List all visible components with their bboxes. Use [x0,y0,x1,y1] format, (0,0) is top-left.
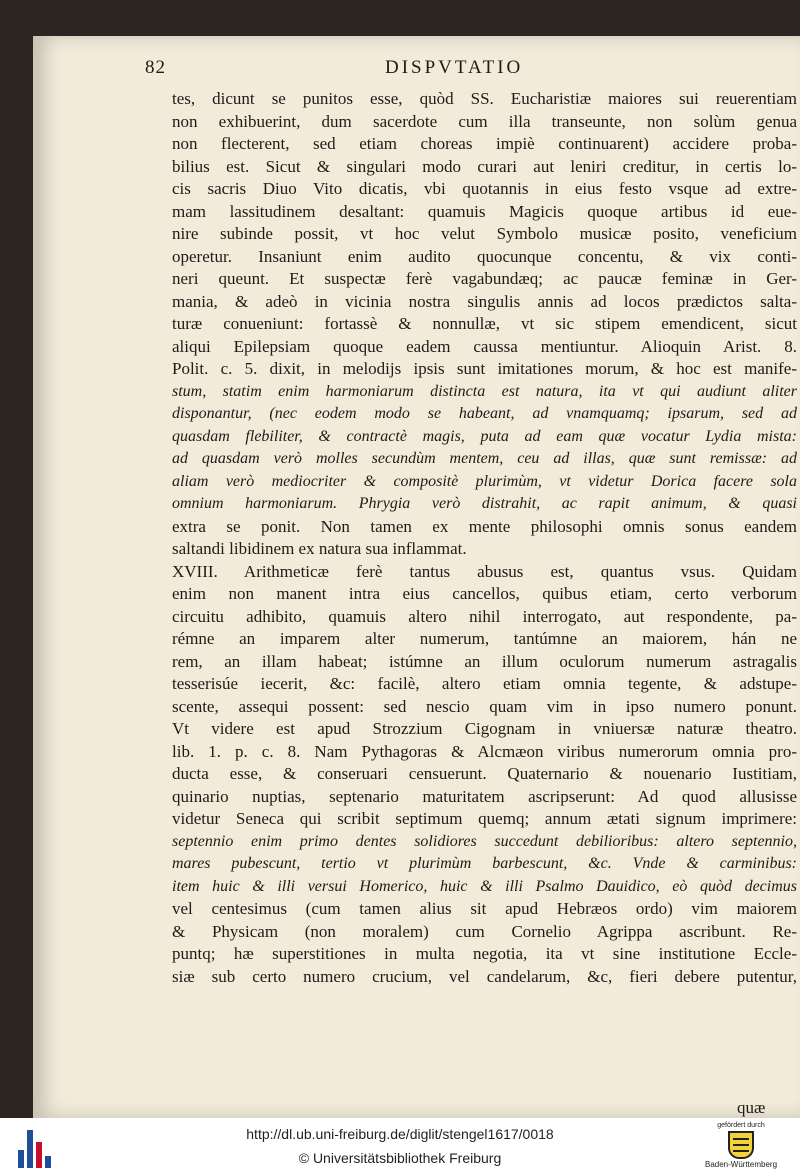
text-line: extra se ponit. Non tamen ex mente philosophi omnis sonus eandem [172,516,797,536]
text-line: neri queunt. Et suspectæ ferè vagabundæq; ac paucæ feminæ in Ger- [172,269,797,288]
sponsor-caption: gefördert durch [717,1122,765,1129]
text-line: lib. 1. p. c. 8. Nam Pythagoras & Alcmæon viribus numerorum omnia pro- [172,741,797,761]
text-line: & Physicam (non moralem) cum Cornelio Agrippa ascribunt. Re- [172,921,797,941]
permalink-url[interactable]: http://dl.ub.uni-freiburg.de/diglit/stengel1617/0018 [246,1126,554,1142]
page-number: 82 [145,57,166,78]
text-line: mam lassitudinem desaltant: quamuis Magicis quoque artibus id eue- [172,201,797,221]
catchword: quæ [737,1098,766,1117]
sponsor-badge [696,1122,786,1174]
text-line: quasdam flebiliter, & contractè magis, puta ad eam quæ vocatur Lydia mista: [172,427,797,445]
text-line: non exhibuerint, dum sacerdote cum illa transeunte, non solùm genua [172,111,797,131]
text-line: tesserisúe iecerit, &c: facilè, altero etiam omnia tegente, & adstupe- [172,674,797,693]
text-line: operetur. Insaniunt enim audito quocunque concentu, & vix conti- [172,246,797,266]
text-line: scente, assequi possent: sed nescio quam vim in ipso numero ponunt. [172,696,797,716]
sponsor-name: Baden-Württemberg [704,1160,778,1169]
text-line: circuitu adhibito, quamuis altero nihil interrogato, aut respondente, pa- [172,606,797,626]
viewer-footer [0,1118,800,1175]
text-line: Vt videre est apud Strozzium Cigognam in vniuersæ naturæ theatro. [172,719,797,738]
text-line: quinario nuptias, septenario maturitatem ascripserunt: Ad quod allusisse [172,786,797,806]
text-line: siæ sub certo numero crucium, vel candelarum, &c, fieri debere putentur, [172,966,797,986]
text-line: tes, dicunt se punitos esse, quòd SS. Eucharistiæ maiores sui reuerentiam [172,89,797,108]
body-text [172,88,797,988]
text-line: aliqui Epilepsiam quoque eadem caussa mentiuntur. Alioquin Arist. 8. [172,336,797,356]
crest-icon [728,1131,754,1159]
text-line: puntq; hæ superstitiones in multa negotia, ita vt sine institutione Eccle- [172,944,797,963]
text-line: aliam verò mediocriter & compositè plurimùm, vt videtur Dorica facere sola [172,472,797,490]
page-header [145,57,800,83]
text-line: ad quasdam verò molles secundùm mentem, ceu ad illas, quæ sunt remissæ: ad [172,450,797,467]
text-line: item huic & illi versui Homerico, huic & illi Psalmo Dauidico, eò quòd decimus [172,877,797,895]
text-line: Polit. c. 5. dixit, in melodijs ipsis sunt imitationes morum, & hoc est manife- [172,359,797,378]
text-line: ducta esse, & conseruari censuerunt. Quaternario & nouenario Iustitiam, [172,764,797,783]
text-line: bilius est. Sicut & singulari modo curari aut leniri creditur, in certis lo- [172,156,797,176]
text-line: turæ conueniunt: fortassè & nonnullæ, vt sic stipem emendicent, sicut [172,314,797,333]
text-line: omnium harmoniarum. Phrygia verò distrahit, ac rapit animum, & quasi [172,495,797,512]
text-line: XVIII. Arithmeticæ ferè tantus abusus est, quantus vsus. Quidam [172,561,797,581]
text-line: enim non manent intra eius cancellos, quibus etiam, certo verborum [172,584,797,603]
text-line: disponantur, (nec eodem modo se habeant, ad vnamquamq; ipsarum, sed ad [172,405,797,422]
text-line: non flecterent, sed etiam choreas impiè continuarent) accidere proba- [172,134,797,153]
text-line: rémne an imparem alter numerum, tantúmne an maiorem, hán ne [172,629,797,648]
text-line: septennio enim primo dentes solidiores succedunt debilioribus: altero septennio, [172,832,797,850]
text-line: nire subinde possit, vt hoc velut Symbolo musicæ posito, veneficium [172,224,797,243]
text-line: mares pubescunt, tertio vt plurimùm barbescunt, &c. Vnde & carminibus: [172,855,797,872]
text-line: vel centesimus (cum tamen alius sit apud Hebræos ordo) vim maiorem [172,899,797,918]
copyright-notice: © Universitätsbibliothek Freiburg [298,1150,502,1166]
text-line: cis sacris Diuo Vito dicatis, vbi quotannis in eius festo vsque ad extre- [172,179,797,198]
text-line: mania, & adeò in vicinia nostra singulis annis ad locos prædictos salta- [172,291,797,311]
text-line: rem, an illam habeat; istúmne an illum oculorum numerum astragalis [172,651,797,671]
text-line: saltandi libidinem ex natura sua inflammat. [172,539,467,558]
running-title: DISPVTATIO [385,57,524,78]
text-line: videtur Seneca qui scribit septimum quemq; annum ætati signum imprimere: [172,809,797,828]
text-line: stum, statim enim harmoniarum distincta est natura, ita vt qui audiunt aliter [172,382,797,400]
